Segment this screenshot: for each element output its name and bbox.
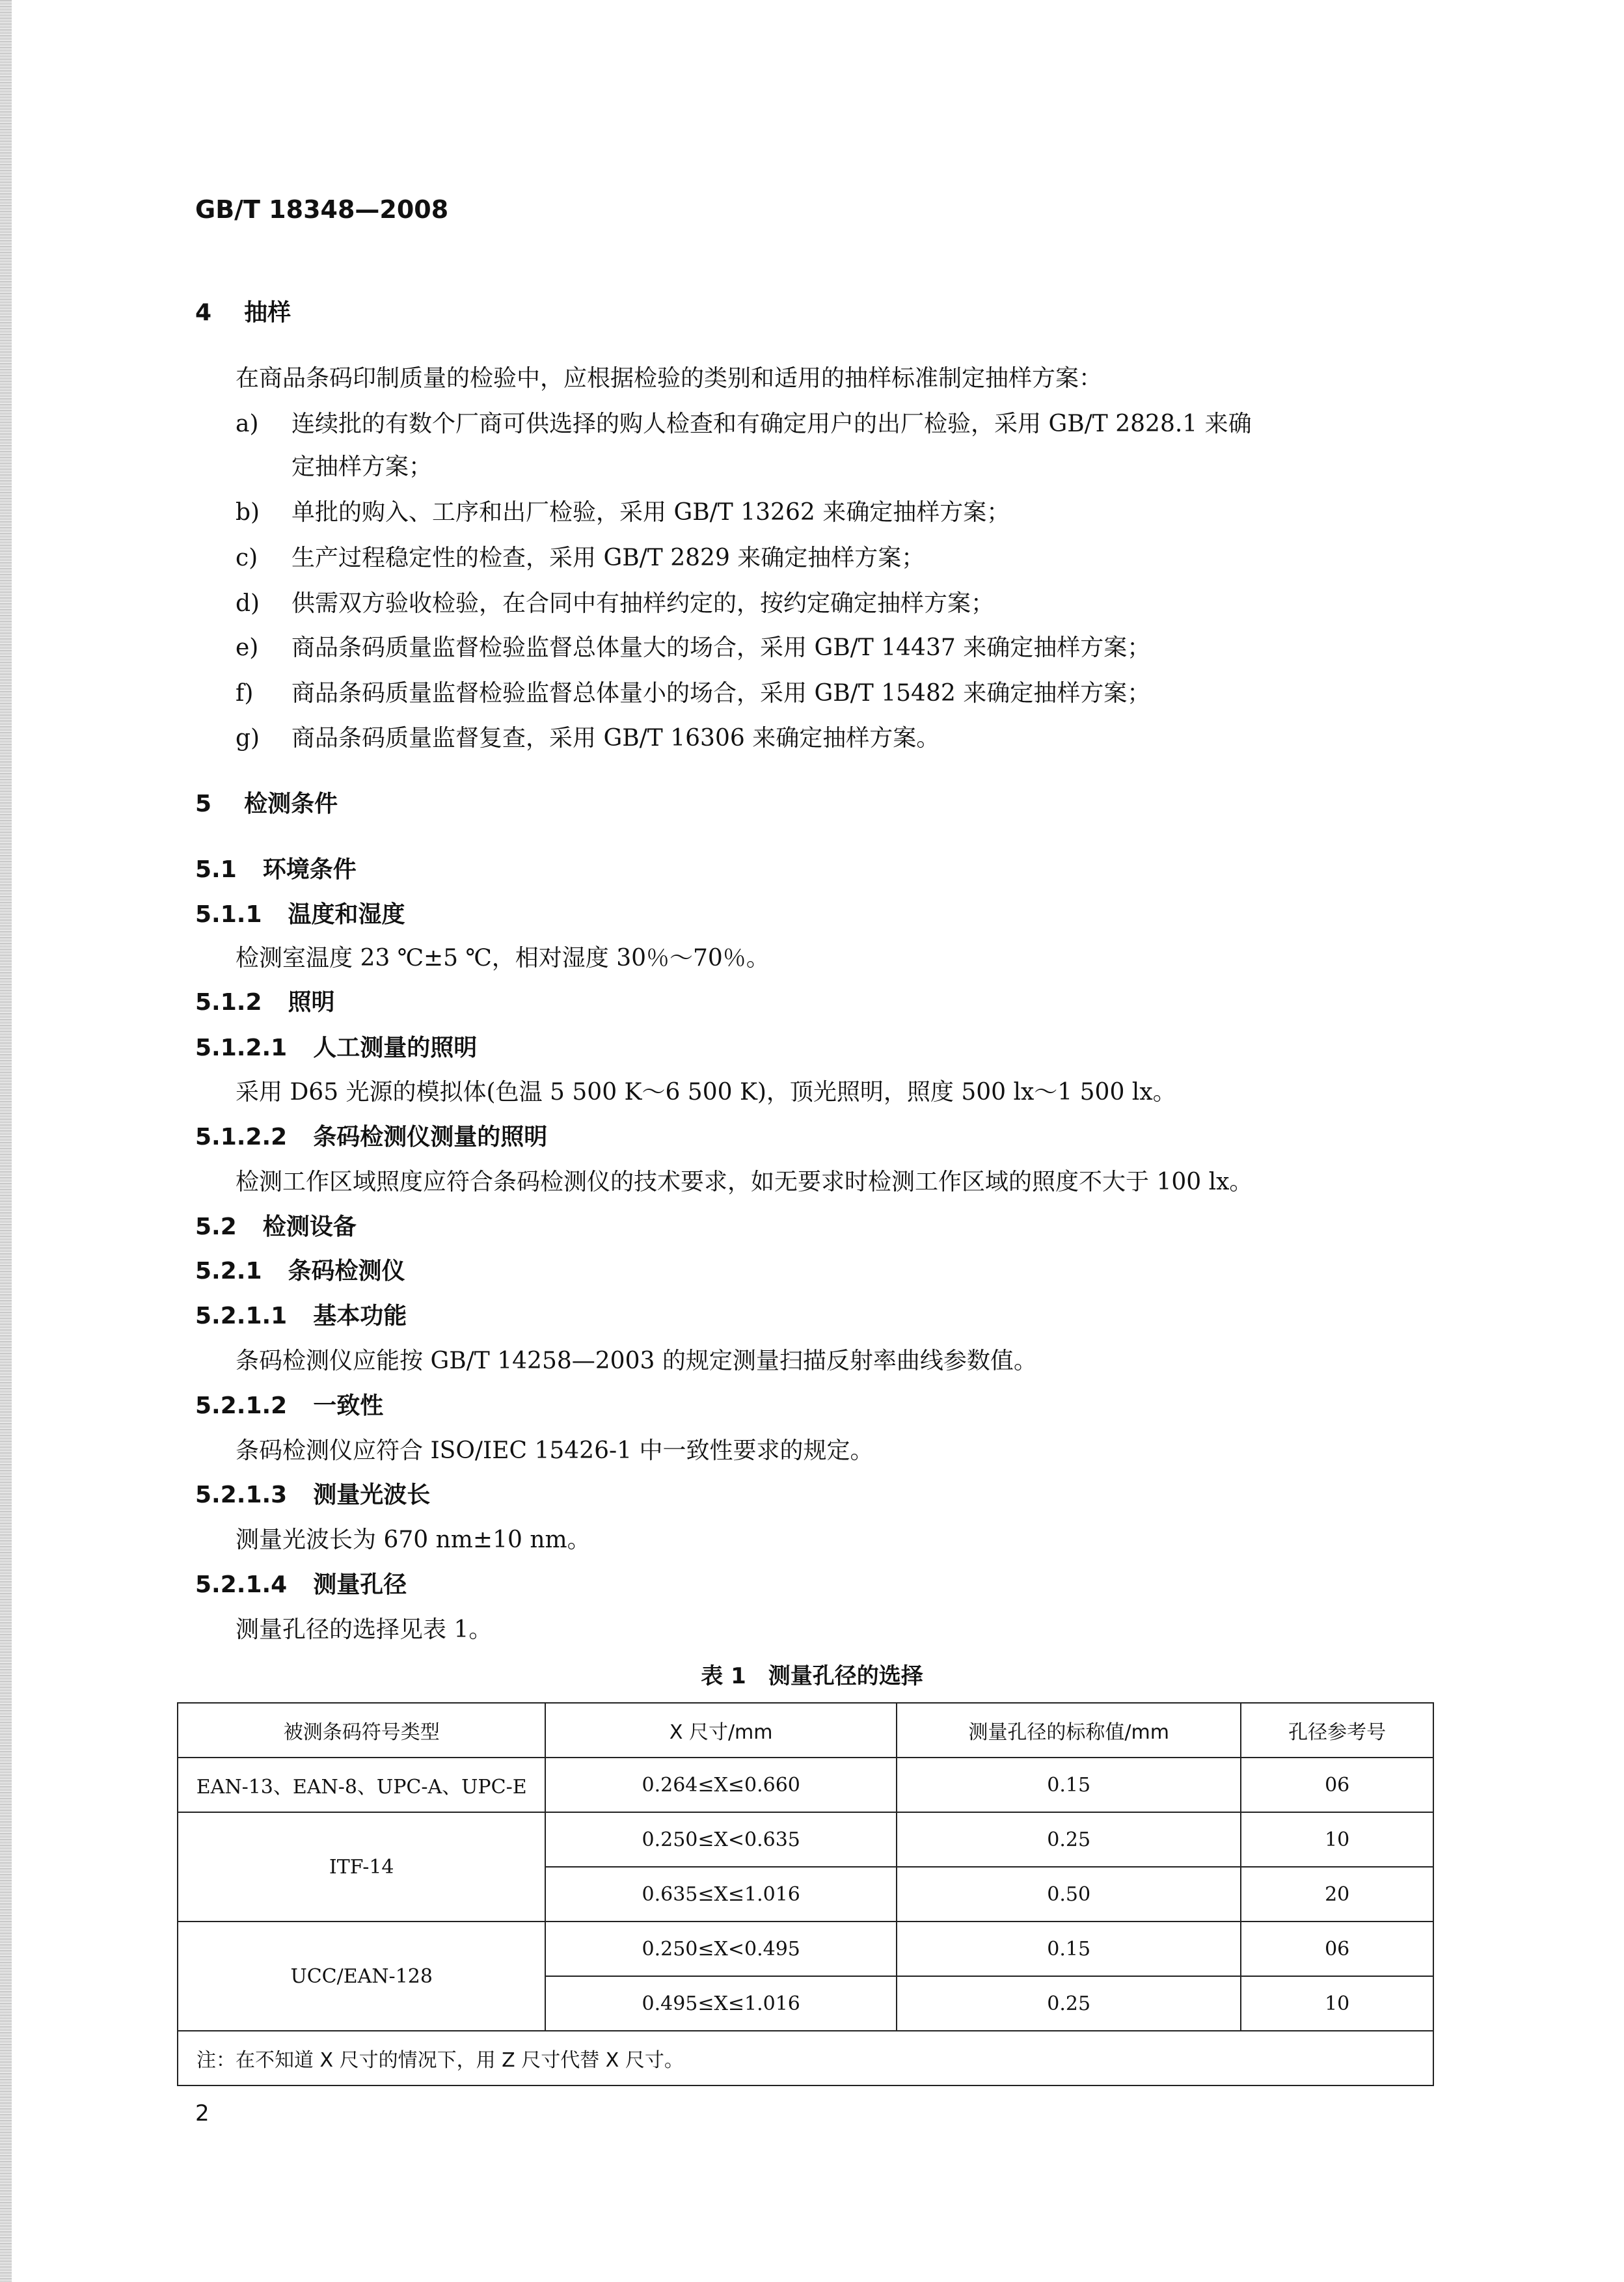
list-item: f) 商品条码质量监督检验监督总体量小的场合，采用 GB/T 15482 来确定抽样方案； <box>236 680 1151 707</box>
reference-cell: 06 <box>1241 1758 1433 1812</box>
paragraph: 检测室温度 23 ℃±5 ℃，相对湿度 30％～70％。 <box>236 945 770 971</box>
subsection-heading: 5.1.2.2 条码检测仪测量的照明 <box>195 1124 548 1150</box>
header-cell: 孔径参考号 <box>1241 1703 1433 1758</box>
table-note: 注：在不知道 X 尺寸的情况下，用 Z 尺寸代替 X 尺寸。 <box>178 2031 1433 2085</box>
page-number: 2 <box>195 2100 210 2126</box>
subsection-heading: 5.1.2 照明 <box>195 989 335 1016</box>
x-dimension-cell: 0.250≤X<0.635 <box>545 1812 897 1867</box>
subsection-heading: 5.2.1.1 基本功能 <box>195 1303 407 1329</box>
section-title: 抽样 <box>244 299 291 326</box>
sec4-intro: 在商品条码印制质量的检验中，应根据检验的类别和适用的抽样标准制定抽样方案： <box>236 365 1103 392</box>
x-dimension-cell: 0.250≤X<0.495 <box>545 1922 897 1976</box>
list-item: g) 商品条码质量监督复查，采用 GB/T 16306 来确定抽样方案。 <box>236 725 940 752</box>
subsection-heading: 5.2.1.4 测量孔径 <box>195 1571 407 1598</box>
list-item: a) 连续批的有数个厂商可供选择的购人检查和有确定用户的出厂检验，采用 GB/T 2828.1 来确 <box>236 411 1252 437</box>
paragraph: 条码检测仪应符合 ISO/IEC 15426-1 中一致性要求的规定。 <box>236 1437 874 1464</box>
section-5-heading: 5 检测条件 <box>195 791 338 817</box>
subsection-heading: 5.1.2.1 人工测量的照明 <box>195 1035 478 1061</box>
table-header-row <box>178 1703 1433 1758</box>
aperture-cell: 0.50 <box>897 1867 1241 1922</box>
header-cell: X 尺寸/mm <box>545 1703 897 1758</box>
subsection-heading: 5.2.1 条码检测仪 <box>195 1258 405 1284</box>
x-dimension-cell: 0.635≤X≤1.016 <box>545 1867 897 1922</box>
reference-cell: 06 <box>1241 1922 1433 1976</box>
header-cell: 测量孔径的标称值/mm <box>897 1703 1241 1758</box>
aperture-cell: 0.15 <box>897 1758 1241 1812</box>
x-dimension-cell: 0.264≤X≤0.660 <box>545 1758 897 1812</box>
list-item: c) 生产过程稳定性的检查，采用 GB/T 2829 来确定抽样方案； <box>236 545 925 571</box>
scan-edge <box>0 0 12 2282</box>
table-caption: 表 1 测量孔径的选择 <box>701 1663 923 1689</box>
section-4-heading <box>195 294 291 327</box>
reference-cell: 20 <box>1241 1867 1433 1922</box>
symbol-type-cell: EAN-13、EAN-8、UPC-A、UPC-E <box>178 1758 545 1812</box>
reference-cell: 10 <box>1241 1812 1433 1867</box>
aperture-cell: 0.25 <box>897 1976 1241 2031</box>
table-row <box>178 1758 1433 1812</box>
list-item-continuation: 定抽样方案； <box>291 454 433 480</box>
subsection-heading: 5.2.1.3 测量光波长 <box>195 1482 431 1508</box>
table-note-row <box>178 2031 1433 2085</box>
symbol-type-cell: UCC/EAN-128 <box>178 1922 545 2031</box>
aperture-cell: 0.25 <box>897 1812 1241 1867</box>
paragraph: 检测工作区域照度应符合条码检测仪的技术要求，如无要求时检测工作区域的照度不大于 100 lx。 <box>236 1169 1253 1195</box>
list-item: d) 供需双方验收检验，在合同中有抽样约定的，按约定确定抽样方案； <box>236 590 995 617</box>
subsection-heading: 5.1.1 温度和湿度 <box>195 901 405 928</box>
symbol-type-cell: ITF-14 <box>178 1812 545 1922</box>
subsection-heading: 5.1 环境条件 <box>195 856 357 883</box>
paragraph: 测量孔径的选择见表 1。 <box>236 1616 493 1643</box>
subsection-heading: 5.2.1.2 一致性 <box>195 1392 384 1419</box>
header-cell: 被测条码符号类型 <box>178 1703 545 1758</box>
x-dimension-cell: 0.495≤X≤1.016 <box>545 1976 897 2031</box>
aperture-cell: 0.15 <box>897 1922 1241 1976</box>
table-row <box>178 1922 1433 1976</box>
paragraph: 测量光波长为 670 nm±10 nm。 <box>236 1527 591 1553</box>
paragraph: 采用 D65 光源的模拟体(色温 5 500 K～6 500 K)，顶光照明，照度 500 lx～1 500 lx。 <box>236 1079 1176 1106</box>
table-row <box>178 1812 1433 1867</box>
paragraph: 条码检测仪应能按 GB/T 14258—2003 的规定测量扫描反射率曲线参数值。 <box>236 1348 1037 1374</box>
list-item: b) 单批的购入、工序和出厂检验，采用 GB/T 13262 来确定抽样方案； <box>236 499 1010 526</box>
section-number: 4 <box>195 299 212 326</box>
reference-cell: 10 <box>1241 1976 1433 2031</box>
list-item: e) 商品条码质量监督检验监督总体量大的场合，采用 GB/T 14437 来确定抽样方案； <box>236 634 1151 661</box>
standard-header: GB/T 18348—2008 <box>195 195 449 224</box>
aperture-table <box>177 1702 1434 2086</box>
subsection-heading: 5.2 检测设备 <box>195 1214 357 1240</box>
